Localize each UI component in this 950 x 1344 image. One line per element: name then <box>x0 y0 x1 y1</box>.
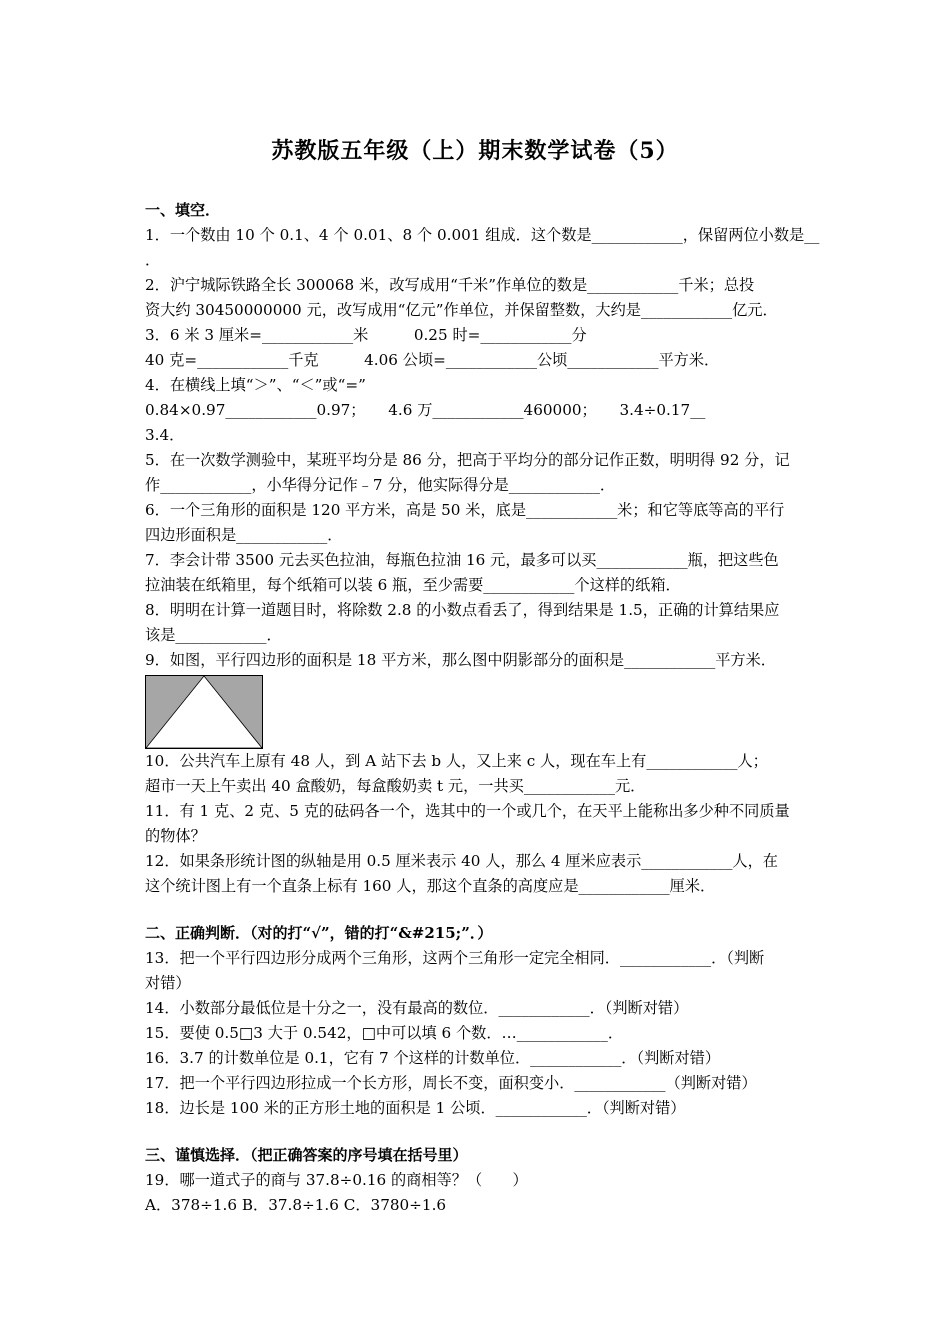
question-line: 13．把一个平行四边形分成两个三角形，这两个三角形一定完全相同．____________．（判断 <box>145 949 765 967</box>
question-line: 超市一天上午卖出 40 盒酸奶，每盒酸奶卖 t 元，一共买____________元． <box>145 777 646 795</box>
question-line: 19．哪一道式子的商与 37.8÷0.16 的商相等？（ ） <box>145 1171 528 1189</box>
exam-body <box>145 198 820 1218</box>
question-line: 17．把一个平行四边形拉成一个长方形，周长不变，面积变小．____________（判断对错） <box>145 1074 757 1092</box>
question-line: 1．一个数由 10 个 0.1、4 个 0.01、8 个 0.001 组成．这个数是____________，保留两位小数是__ <box>145 226 820 244</box>
section-heading-choice: 三、谨慎选择．（把正确答案的序号填在括号里） <box>145 1146 468 1164</box>
question-line: 0.84×0.97____________0.97； 4.6 万____________460000； 3.4÷0.17__ <box>145 401 706 419</box>
question-line: 拉油装在纸箱里，每个纸箱可以装 6 瓶，至少需要____________个这样的纸箱． <box>145 576 681 594</box>
question-line: 18．边长是 100 米的正方形土地的面积是 1 公顷．____________．（判断对错） <box>145 1099 686 1117</box>
page-title: 苏教版五年级（上）期末数学试卷（5） <box>271 138 679 164</box>
question-line: 3．6 米 3 厘米=____________米 0.25 时=____________分 <box>145 326 587 344</box>
question-line: 4．在横线上填“＞”、“＜”或“=” <box>145 376 366 394</box>
parallelogram-figure <box>145 675 263 749</box>
question-line: 10．公共汽车上原有 48 人，到 A 站下去 b 人，又上来 c 人，现在车上有____________人； <box>145 752 768 770</box>
question-line: 作____________，小华得分记作﹣7 分，他实际得分是____________． <box>145 476 616 494</box>
question-line: 四边形面积是____________． <box>145 526 343 544</box>
question-line: A．378÷1.6 B．37.8÷1.6 C．3780÷1.6 <box>145 1196 447 1214</box>
question-line: 6．一个三角形的面积是 120 平方米，高是 50 米，底是____________米；和它等底等高的平行 <box>145 501 785 519</box>
question-line: 8．明明在计算一道题目时，将除数 2.8 的小数点看丢了，得到结果是 1.5，正确的计算结果应 <box>145 601 780 619</box>
question-line: 该是____________． <box>145 626 282 644</box>
question-line: 5．在一次数学测验中，某班平均分是 86 分，把高于平均分的部分记作正数，明明得 92 分，记 <box>145 451 790 469</box>
question-line: 3.4． <box>145 426 185 444</box>
question-line: 9．如图，平行四边形的面积是 18 平方米，那么图中阴影部分的面积是____________平方米． <box>145 651 776 669</box>
section-heading-fill: 一、填空． <box>145 201 221 219</box>
question-line: 12．如果条形统计图的纵轴是用 0.5 厘米表示 40 人，那么 4 厘米应表示____________人，在 <box>145 852 778 870</box>
question-line: 资大约 30450000000 元，改写成用“亿元”作单位，并保留整数，大约是____________亿元． <box>145 301 778 319</box>
question-line: ． <box>145 251 161 269</box>
question-line: 7．李会计带 3500 元去买色拉油，每瓶色拉油 16 元，最多可以买____________瓶，把这些色 <box>145 551 779 569</box>
question-line: 这个统计图上有一个直条上标有 160 人，那这个直条的高度应是____________厘米． <box>145 877 716 895</box>
question-line: 40 克=____________千克 4.06 公顷=____________公顷____________平方米． <box>145 351 720 369</box>
question-line: 的物体？ <box>145 827 206 845</box>
section-heading-judge: 二、正确判断．（对的打“√”，错的打“&#215;”．） <box>145 924 493 942</box>
question-line: 对错） <box>145 974 191 992</box>
question-line: 16．3.7 的计数单位是 0.1，它有 7 个这样的计数单位．____________．（判断对错） <box>145 1049 721 1067</box>
question-line: 2．沪宁城际铁路全长 300068 米，改写成用“千米”作单位的数是____________千米；总投 <box>145 276 755 294</box>
question-line: 11．有 1 克、2 克、5 克的砝码各一个，选其中的一个或几个，在天平上能称出多少种不同质量 <box>145 802 790 820</box>
question-line: 15．要使 0.5□3 大于 0.542，□中可以填 6 个数．…____________． <box>145 1024 624 1042</box>
shaded-triangle-diagram <box>145 675 263 749</box>
question-line: 14．小数部分最低位是十分之一，没有最高的数位．____________．（判断对错） <box>145 999 689 1017</box>
